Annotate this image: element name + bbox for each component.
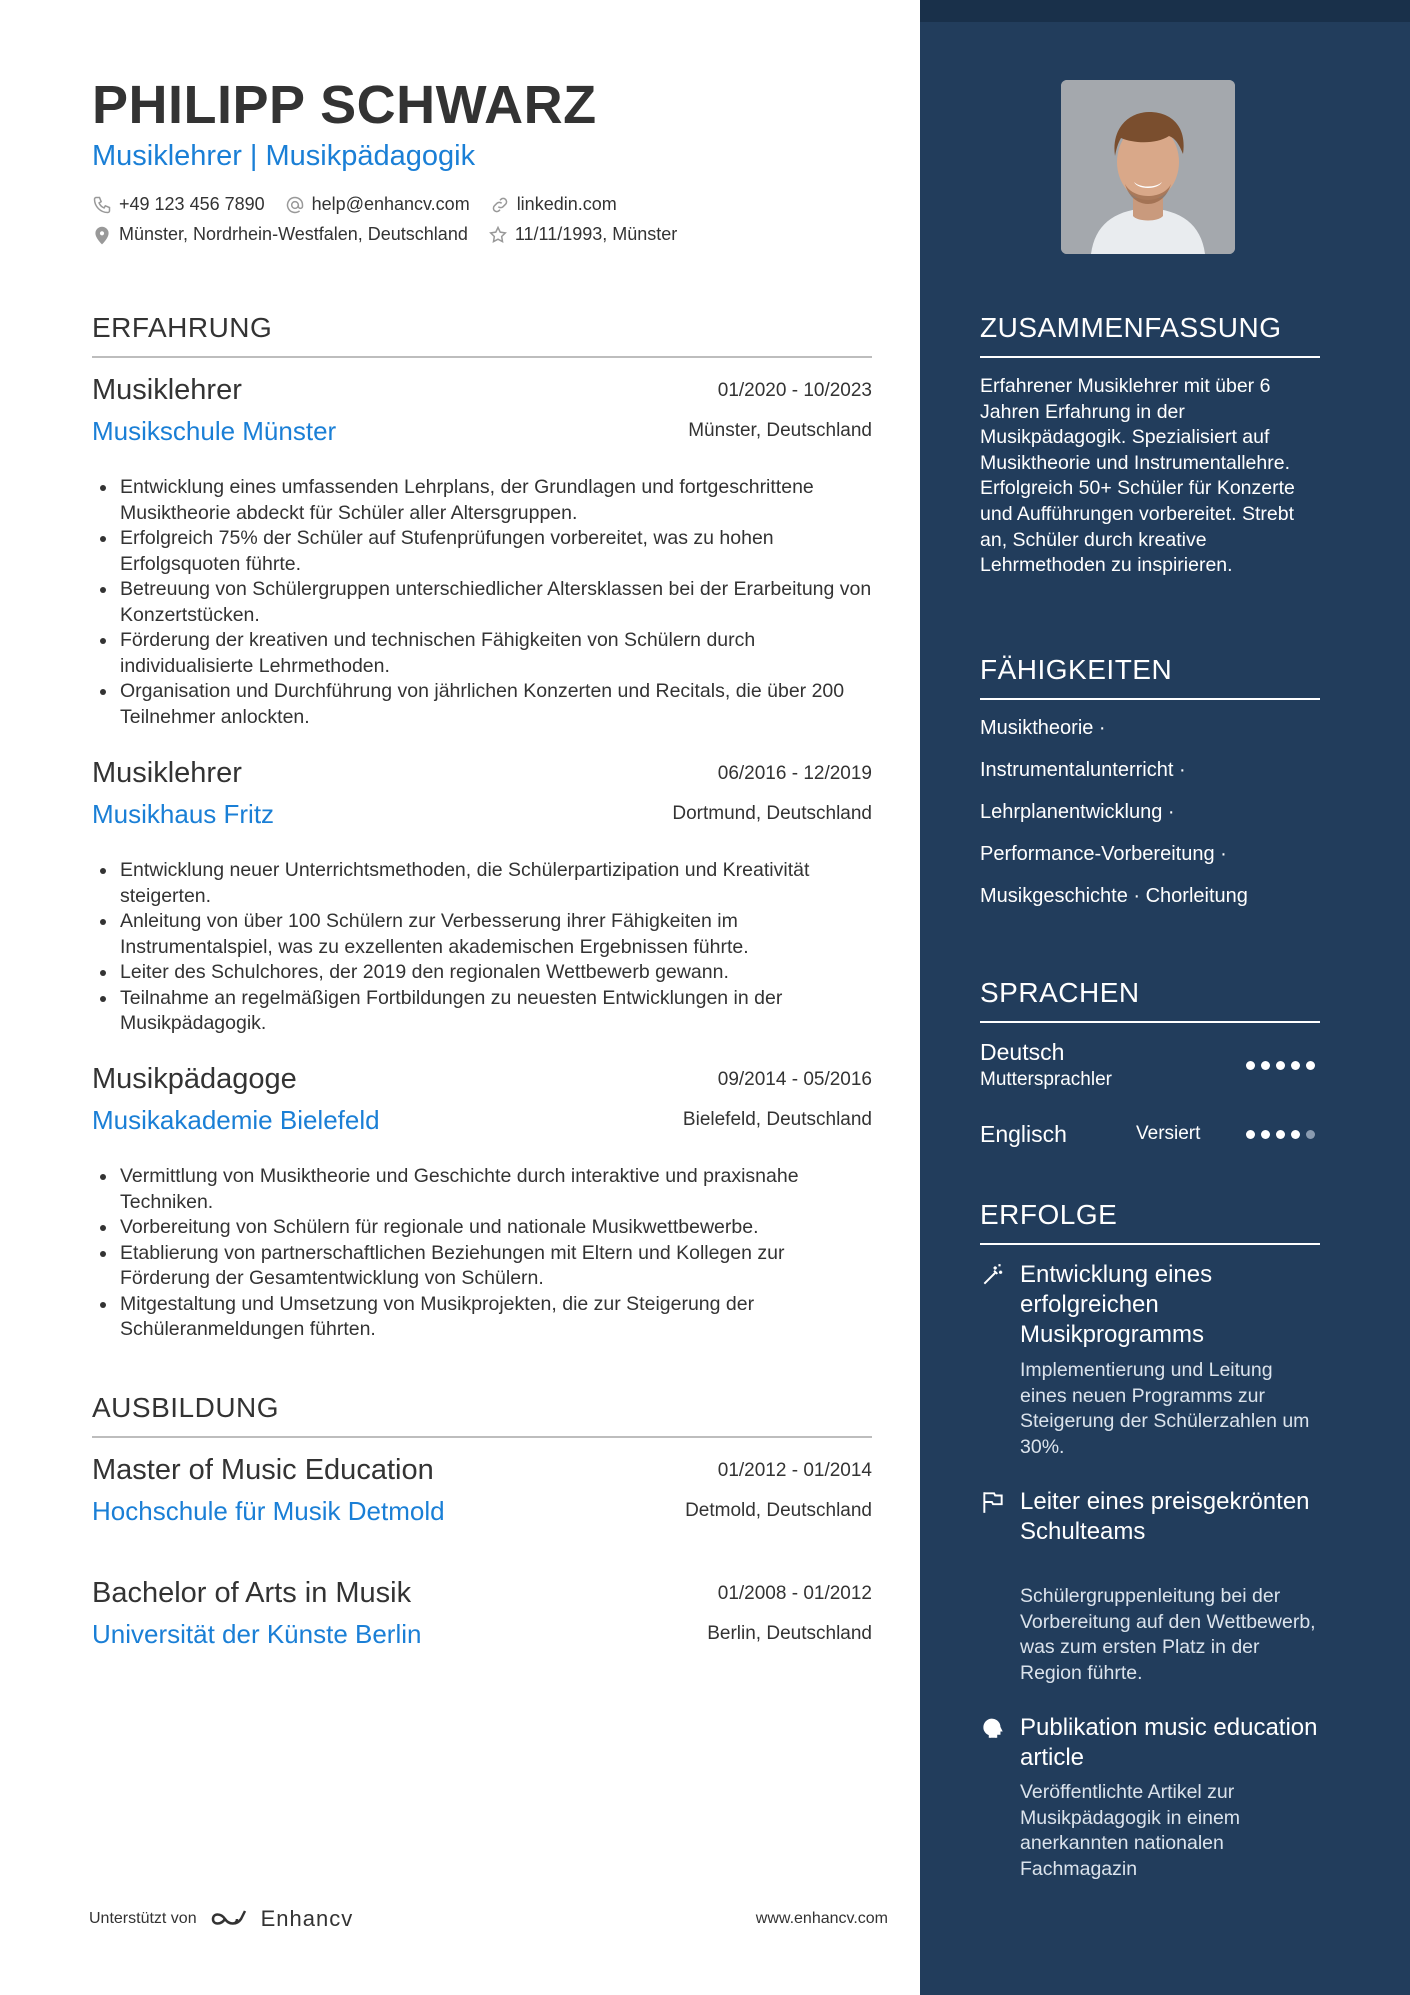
brain-icon: [980, 1715, 1006, 1741]
birth-contact: [488, 224, 677, 245]
at-icon: [285, 195, 305, 215]
bullet-item: Entwicklung eines umfassenden Lehrplans, der Grundlagen und fortgeschrittene Musiktheorie abdeckt für Schüler aller Altersgruppen.: [92, 475, 872, 526]
bullet-item: Leiter des Schulchores, der 2019 den regionalen Wettbewerb gewann.: [92, 960, 872, 986]
location-text: Münster, Nordrhein-Westfalen, Deutschland: [119, 224, 468, 244]
bullet-item: Etablierung von partnerschaftlichen Beziehungen mit Eltern und Kollegen zur Förderung der Gesamtentwicklung von Schülern.: [92, 1241, 872, 1292]
footer-powered-by: [89, 1906, 353, 1932]
summary-heading: ZUSAMMENFASSUNG: [980, 312, 1320, 358]
rating-dot-empty: [1306, 1130, 1315, 1139]
achievement-title: Publikation music education article: [1020, 1714, 1318, 1771]
rating-dot: [1291, 1130, 1300, 1139]
job-role: Musiklehrer: [92, 374, 242, 406]
school-name[interactable]: Hochschule für Musik Detmold: [92, 1496, 445, 1526]
job-dates: 09/2014 - 05/2016: [717, 1069, 872, 1090]
portrait-icon: [1061, 80, 1235, 254]
job-location: Bielefeld, Deutschland: [682, 1109, 872, 1130]
language-rating: [1246, 1130, 1321, 1139]
bullet-item: Betreuung von Schülergruppen unterschiedlicher Altersklassen bei der Erarbeitung von Konzertstücken.: [92, 577, 872, 628]
rating-dot: [1276, 1061, 1285, 1070]
achievements-heading: ERFOLGE: [980, 1199, 1320, 1245]
magic-wand-icon: [980, 1262, 1006, 1288]
achievement-desc: Schülergruppenleitung bei der Vorbereitung auf den Wettbewerb, was zum ersten Platz in der Region führte.: [1020, 1585, 1316, 1684]
achievement-desc: Veröffentlichte Artikel zur Musikpädagogik in einem anerkannten nationalen Fachmagazin: [1020, 1781, 1241, 1880]
email-contact[interactable]: [285, 194, 470, 215]
skill-item: Instrumentalunterricht ·: [980, 759, 1186, 781]
job-entry: [92, 1063, 872, 1353]
phone-icon: [92, 195, 112, 215]
achievement-desc: Implementierung und Leitung eines neuen Programms zur Steigerung der Schülerzahlen um 30%.: [1020, 1359, 1310, 1458]
location-pin-icon: [92, 225, 112, 245]
linkedin-text: linkedin.com: [516, 194, 617, 214]
linkedin-contact[interactable]: [490, 194, 617, 215]
job-entry: [92, 374, 872, 734]
sidebar: [920, 0, 1410, 1995]
candidate-title: Musiklehrer | Musikpädagogik: [92, 140, 476, 172]
contact-row-2: [92, 224, 697, 245]
job-dates: 06/2016 - 12/2019: [717, 763, 872, 784]
star-icon: [488, 225, 508, 245]
profile-photo: [1061, 80, 1235, 254]
bullet-item: Anleitung von über 100 Schülern zur Verbesserung ihrer Fähigkeiten im Instrumentalspiel, was zu exzellenten akademischen Ergebnissen führte.: [92, 909, 872, 960]
skills-heading: FÄHIGKEITEN: [980, 654, 1320, 700]
education-dates: 01/2008 - 01/2012: [717, 1583, 872, 1604]
rating-dot: [1246, 1130, 1255, 1139]
degree-title: Bachelor of Arts in Musik: [92, 1577, 412, 1609]
language-name: Englisch: [980, 1121, 1067, 1147]
job-location: Münster, Deutschland: [688, 420, 872, 441]
link-icon: [490, 195, 510, 215]
job-dates: 01/2020 - 10/2023: [717, 380, 872, 401]
skill-item: Musikgeschichte · Chorleitung: [980, 885, 1248, 907]
experience-heading: ERFAHRUNG: [92, 312, 872, 358]
skill-item: Musiktheorie ·: [980, 717, 1106, 739]
bullet-item: Förderung der kreativen und technischen Fähigkeiten von Schülern durch individualisierte Lehrmethoden.: [92, 628, 872, 679]
bullet-item: Erfolgreich 75% der Schüler auf Stufenprüfungen vorbereitet, was zu hohen Erfolgsquoten führte.: [92, 526, 872, 577]
enhancv-brand-text: Enhancv: [260, 1906, 354, 1931]
footer-website[interactable]: www.enhancv.com: [755, 1910, 888, 1927]
job-bullets: [92, 1164, 872, 1343]
summary-text: Erfahrener Musiklehrer mit über 6 Jahren Erfahrung in der Musikpädagogik. Spezialisiert auf Musiktheorie und Instrumentallehre. Erfolgreich 50+ Schüler für Konzerte und Aufführungen vorbereitet. Strebt an, Schüler durch kreative Lehrmethoden zu inspirieren.: [980, 375, 1295, 577]
education-entry: [92, 1577, 872, 1667]
bullet-item: Mitgestaltung und Umsetzung von Musikprojekten, die zur Steigerung der Schüleranmeldungen führten.: [92, 1292, 872, 1343]
job-entry: [92, 757, 872, 1047]
candidate-name: PHILIPP SCHWARZ: [92, 75, 597, 135]
contact-row-1: [92, 194, 637, 215]
achievement-icon: [980, 1489, 1006, 1515]
rating-dot: [1261, 1130, 1270, 1139]
phone-contact[interactable]: [92, 194, 265, 215]
achievement-icon: [980, 1262, 1006, 1288]
skill-item: Lehrplanentwicklung ·: [980, 801, 1175, 823]
bullet-item: Vermittlung von Musiktheorie und Geschichte durch interaktive und praxisnahe Techniken.: [92, 1164, 872, 1215]
school-location: Berlin, Deutschland: [707, 1623, 872, 1644]
email-text: help@enhancv.com: [311, 194, 470, 214]
language-level: Muttersprachler: [980, 1069, 1112, 1090]
education-entry: [92, 1454, 872, 1564]
languages-heading: SPRACHEN: [980, 977, 1320, 1023]
enhancv-logo[interactable]: [209, 1906, 354, 1932]
enhancv-logo-icon: [209, 1907, 253, 1931]
skill-item: Performance-Vorbereitung ·: [980, 843, 1227, 865]
degree-title: Master of Music Education: [92, 1454, 434, 1486]
job-company[interactable]: Musikakademie Bielefeld: [92, 1105, 380, 1135]
birth-text: 11/11/1993, Münster: [514, 224, 678, 244]
rating-dot: [1276, 1130, 1285, 1139]
rating-dot: [1306, 1061, 1315, 1070]
language-name: Deutsch: [980, 1039, 1065, 1065]
job-location: Dortmund, Deutschland: [672, 803, 872, 824]
rating-dot: [1261, 1061, 1270, 1070]
bullet-item: Vorbereitung von Schülern für regionale und nationale Musikwettbewerbe.: [92, 1215, 872, 1241]
job-bullets: [92, 475, 872, 730]
school-location: Detmold, Deutschland: [685, 1500, 872, 1521]
job-role: Musikpädagoge: [92, 1063, 297, 1095]
rating-dot: [1291, 1061, 1300, 1070]
phone-text: +49 123 456 7890: [119, 194, 265, 214]
location-contact: [92, 224, 468, 245]
achievement-title: Entwicklung eines erfolgreichen Musikprogramms: [1020, 1261, 1213, 1348]
achievement-icon: [980, 1715, 1006, 1741]
bullet-item: Teilnahme an regelmäßigen Fortbildungen zu neuesten Entwicklungen in der Musikpädagogik.: [92, 986, 872, 1037]
sidebar-top-bar: [920, 0, 1410, 22]
achievement-title: Leiter eines preisgekrönten Schulteams: [1020, 1488, 1310, 1545]
language-rating: [1246, 1061, 1321, 1070]
job-company[interactable]: Musikhaus Fritz: [92, 799, 275, 829]
job-company[interactable]: Musikschule Münster: [92, 416, 337, 446]
bullet-item: Organisation und Durchführung von jährlichen Konzerten und Recitals, die über 200 Teilnehmer anlockten.: [92, 679, 872, 730]
flag-icon: [980, 1489, 1006, 1515]
job-role: Musiklehrer: [92, 757, 242, 789]
education-dates: 01/2012 - 01/2014: [717, 1460, 872, 1481]
bullet-item: Entwicklung neuer Unterrichtsmethoden, die Schülerpartizipation und Kreativität steigerten.: [92, 858, 872, 909]
job-bullets: [92, 858, 872, 1037]
education-heading: AUSBILDUNG: [92, 1392, 872, 1438]
powered-by-text: Unterstützt von: [89, 1910, 197, 1927]
school-name[interactable]: Universität der Künste Berlin: [92, 1619, 422, 1649]
rating-dot: [1246, 1061, 1255, 1070]
language-level: Versiert: [1136, 1123, 1201, 1144]
